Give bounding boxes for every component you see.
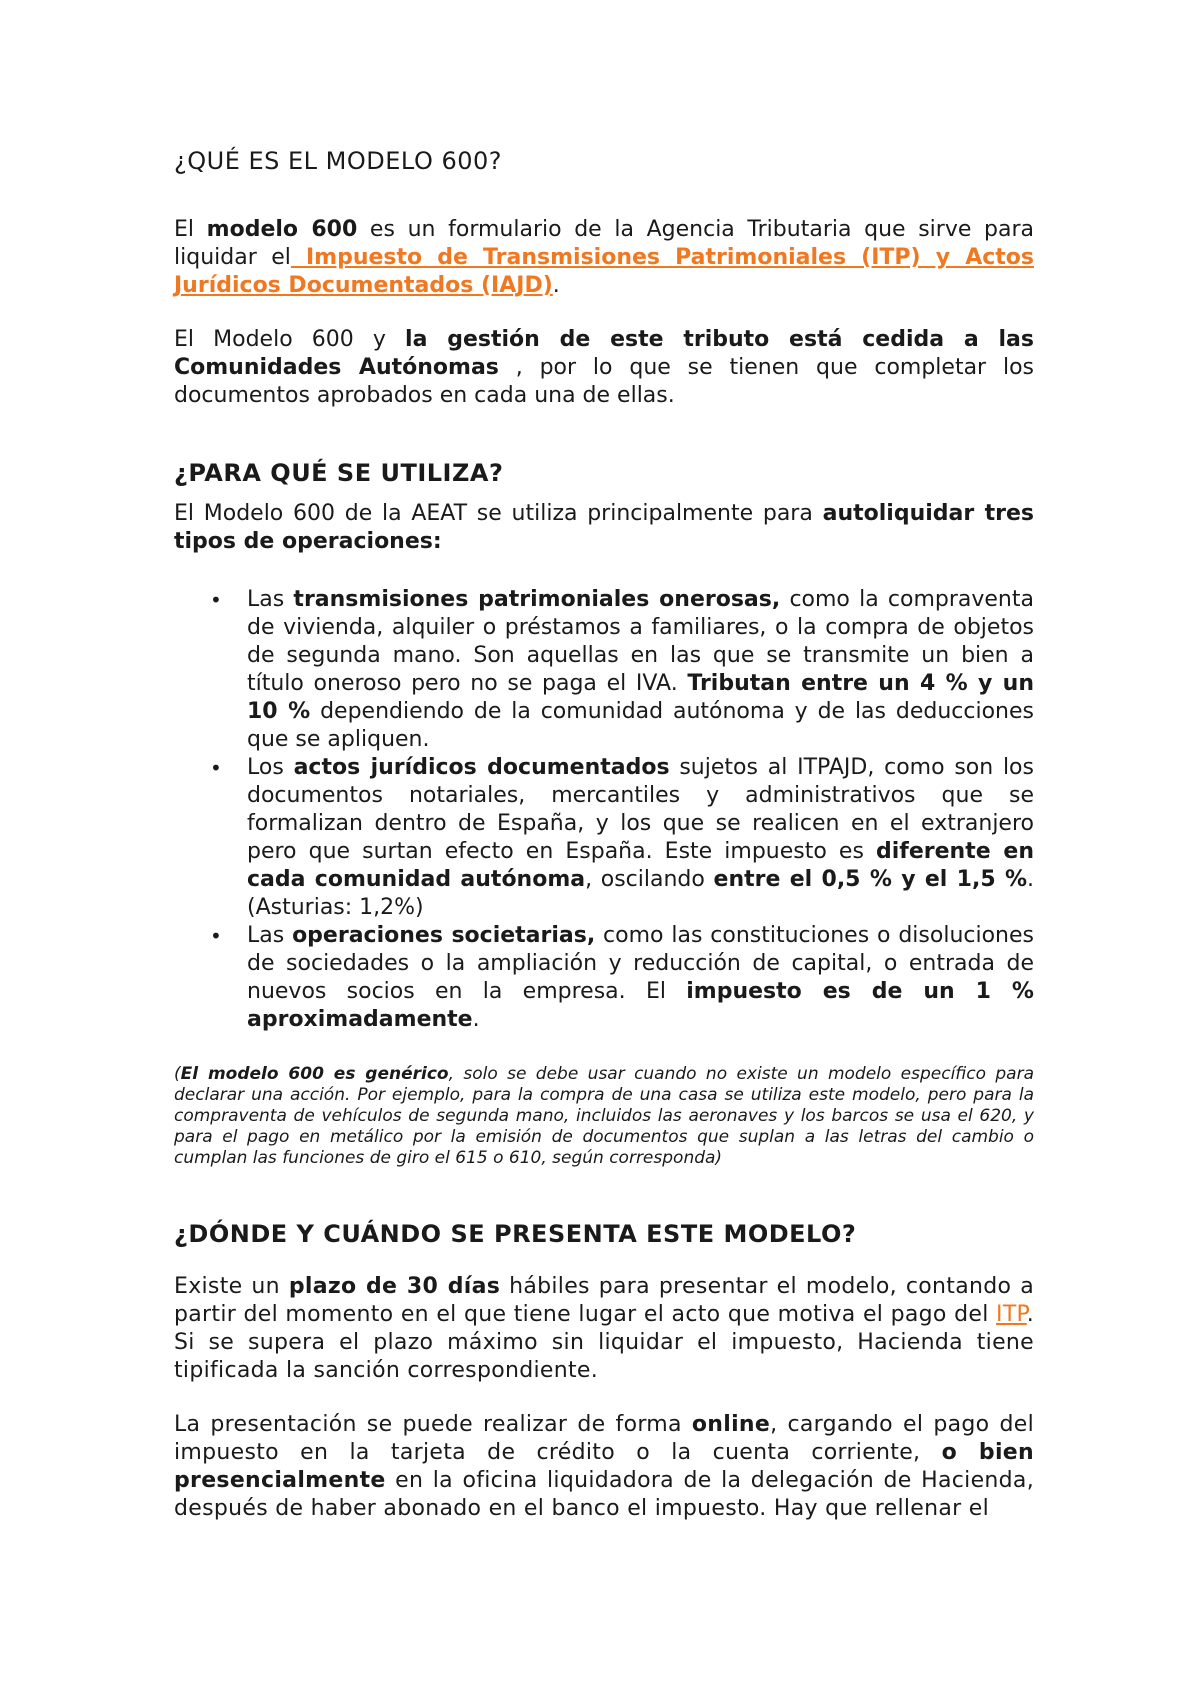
text: Las	[247, 923, 293, 948]
text: sujetos al ITPAJD, como son los documentos notariales, mercantiles y administrativos que se formalizan dentro de España, y los que se realicen en el extranjero pero que surtan efecto en España. Este impuesto es	[247, 755, 1034, 864]
heading-donde-cuando: ¿DÓNDE Y CUÁNDO SE PRESENTA ESTE MODELO?	[174, 1220, 857, 1248]
text: Las	[247, 587, 294, 612]
paragraph-plazo	[174, 1273, 1034, 1385]
text: es un formulario de la Agencia Tributaria que sirve para liquidar el	[174, 217, 1034, 270]
list-item	[174, 754, 1034, 922]
paragraph-definition	[174, 216, 1034, 300]
bold-text: impuesto es de un 1 % aproximadamente	[247, 979, 1034, 1032]
text: hábiles para presentar el modelo, contando a partir del momento en el que tiene lugar el acto que motiva el pago del	[174, 1274, 1034, 1327]
bold-text: actos jurídicos documentados	[293, 755, 670, 780]
text: El	[174, 217, 207, 242]
text: El Modelo 600 y	[174, 327, 406, 352]
bold-text: Tributan entre un 4 % y un 10 %	[247, 671, 1034, 724]
bullet-icon: •	[210, 588, 222, 612]
operations-list	[174, 586, 1034, 1034]
heading-para-que: ¿PARA QUÉ SE UTILIZA?	[174, 459, 504, 487]
text: Existe un	[174, 1274, 289, 1299]
bold-text: El modelo 600 es genérico	[180, 1064, 449, 1084]
text: , cargando el pago del impuesto en la tarjeta de crédito o la cuenta corriente,	[174, 1412, 1034, 1465]
paragraph-presentacion	[174, 1411, 1034, 1523]
text: , oscilando	[585, 867, 714, 892]
paragraph-intro	[174, 500, 1034, 556]
bold-text: o bien presencialmente	[174, 1440, 1034, 1493]
bold-text: diferente en cada comunidad autónoma	[247, 839, 1034, 892]
bold-text: transmisiones patrimoniales onerosas,	[293, 587, 781, 612]
text: .	[552, 273, 560, 298]
bullet-icon: •	[210, 924, 222, 948]
bold-text: modelo 600	[206, 217, 358, 242]
heading-que-es: ¿QUÉ ES EL MODELO 600?	[174, 147, 503, 175]
itp-link[interactable]: ITP	[996, 1302, 1027, 1327]
bold-text: autoliquidar tres tipos de operaciones:	[174, 501, 1034, 554]
bold-text: entre el 0,5 % y el 1,5 %	[713, 867, 1027, 892]
text: dependiendo de la comunidad autónoma y de las deducciones que se apliquen.	[247, 699, 1034, 752]
paragraph-gestion	[174, 326, 1034, 410]
text: Los	[247, 755, 294, 780]
list-item	[174, 922, 1034, 1034]
bold-text: la gestión de este tributo está cedida a las Comunidades Autónomas	[174, 327, 1034, 380]
bold-text: operaciones societarias,	[292, 923, 596, 948]
bold-text: online	[691, 1412, 771, 1437]
text: en la oficina liquidadora de la delegación de Hacienda, después de haber abonado en el banco el impuesto. Hay que rellenar el	[174, 1468, 1034, 1521]
text: .	[472, 1007, 480, 1032]
text: . (Asturias: 1,2%)	[247, 867, 1034, 920]
text: . Si se supera el plazo máximo sin liquidar el impuesto, Hacienda tiene tipificada la sanción correspondiente.	[174, 1302, 1034, 1383]
text: El Modelo 600 de la AEAT se utiliza principalmente para	[174, 501, 823, 526]
text: , solo se debe usar cuando no existe un modelo específico para declarar una acción. Por ejemplo, para la compra de una casa se utiliza este modelo, pero para la compraventa de vehículos de segunda mano, incluidos las aeronaves y los barcos se usa el 620, y para el pago en metálico por la emisión de documentos que suplan a las letras del cambio o cumplan las funciones de giro el 615 o 610, según corresponda)	[174, 1064, 1034, 1168]
document-page	[174, 146, 1034, 1523]
note-generic	[174, 1064, 1034, 1169]
text: La presentación se puede realizar de forma	[174, 1412, 692, 1437]
text: como la compraventa de vivienda, alquiler o préstamos a familiares, o la compra de objetos de segunda mano. Son aquellas en las que se transmite un bien a título oneroso pero no se paga el IVA.	[247, 587, 1034, 696]
list-item	[174, 586, 1034, 754]
itp-iajd-link[interactable]: Impuesto de Transmisiones Patrimoniales (ITP) y Actos Jurídicos Documentados (IAJD)	[174, 245, 1034, 298]
bullet-icon: •	[210, 756, 222, 780]
text: , por lo que se tienen que completar los documentos aprobados en cada una de ellas.	[174, 355, 1034, 408]
text: como las constituciones o disoluciones de sociedades o la ampliación y reducción de capital, o entrada de nuevos socios en la empresa. El	[247, 923, 1034, 1004]
bold-text: plazo de 30 días	[288, 1274, 501, 1299]
text: (	[174, 1064, 181, 1084]
